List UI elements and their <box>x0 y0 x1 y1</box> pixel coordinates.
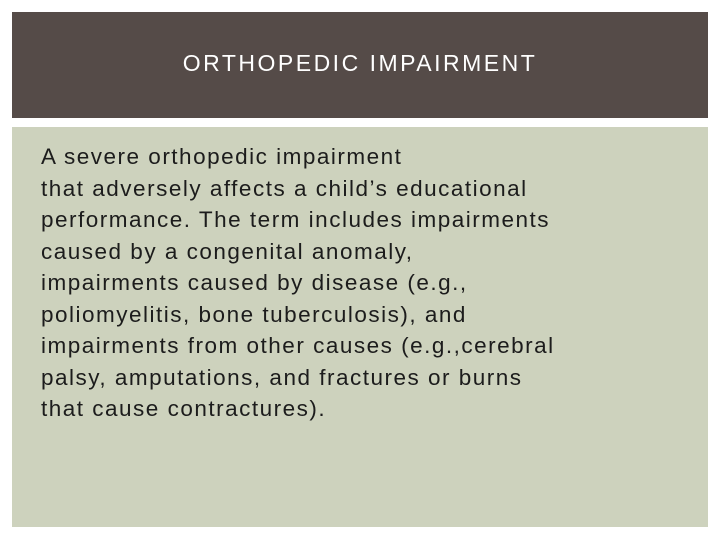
body-text: A severe orthopedic impairment that adversely affects a child’s educational performance. The term includes impairments caused by a congenital anomaly, impairments caused by disease (e.g., poliomyelitis, bone tuberculosis), and impairments from other causes (e.g.,cerebral palsy, amputations, and fractures or burns that cause contractures). <box>41 144 555 421</box>
content-box <box>12 127 708 527</box>
title-bar <box>12 12 708 118</box>
slide-title: ORTHOPEDIC IMPAIRMENT <box>182 49 538 76</box>
